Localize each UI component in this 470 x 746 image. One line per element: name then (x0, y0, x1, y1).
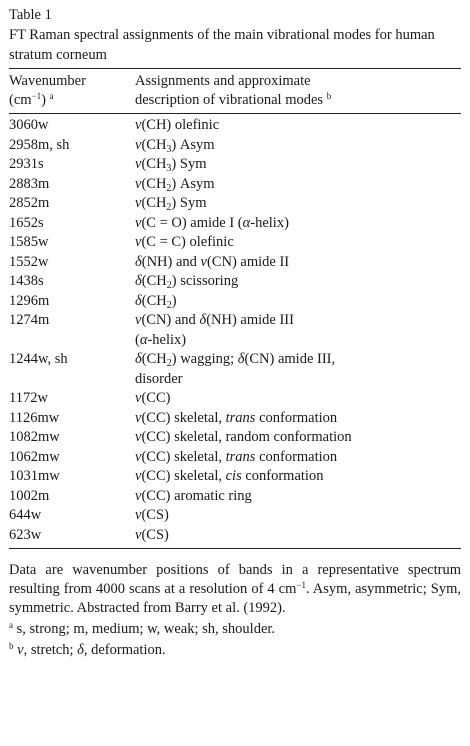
table-row (9, 428, 461, 448)
footnote-mark-b: b (326, 91, 332, 101)
table-caption: FT Raman spectral assignments of the main vibrational modes for human stratum corneum (9, 27, 435, 63)
table-row (9, 526, 461, 546)
assignment-cell: ν(CC) skeletal, cis conformation (135, 468, 324, 484)
assignment-cell: $\nu(CH_2)$ Sym (135, 195, 207, 213)
table-row (9, 214, 461, 234)
table-row (9, 506, 461, 526)
assignment-header-line1: Assignments and approximate (135, 73, 311, 89)
table-notes (9, 549, 461, 660)
wavenumber-cell: 1244w, sh (9, 351, 68, 367)
assignment-cell: $\delta(CH_2)$ wagging; δ(CN) amide III, disorder (135, 351, 336, 387)
wavenumber-cell: 1002m (9, 487, 50, 504)
assignment-cell: ν(CS) (135, 526, 169, 543)
table-row (9, 487, 461, 507)
assignment-cell: $\nu(CH_2)$ Asym (135, 175, 215, 194)
wavenumber-cell: 1062mw (9, 448, 60, 465)
wavenumber-cell: 1652s (9, 214, 44, 231)
table-document (9, 6, 461, 660)
table-row (9, 467, 461, 487)
wavenumber-cell: 1438s (9, 273, 44, 289)
wavenumber-cell: 2958m, sh (9, 136, 70, 153)
assignment-cell: ν(CN) and δ(NH) amide III (α-helix) (135, 312, 294, 348)
assignment-cell: ν(C = O) amide I (α-helix) (135, 214, 289, 231)
assignment-cell: ν(CC) (135, 390, 171, 406)
table-row (9, 272, 461, 292)
wavenumber-cell: 1082mw (9, 429, 60, 445)
wavenumber-cell: 1172w (9, 390, 48, 406)
wavenumber-cell: 1031mw (9, 468, 60, 484)
assignment-cell: $\delta(CH_2)$ (135, 292, 177, 311)
footnote-a-text: s, strong; m, medium; w, weak; sh, shoulder. (13, 621, 276, 637)
assignment-cell: $\nu(CH_3)$ Sym (135, 156, 207, 174)
wavenumber-cell: 644w (9, 507, 42, 523)
wavenumber-cell: 3060w (9, 117, 49, 133)
wavenumber-cell: 623w (9, 526, 42, 543)
wavenumber-header-line1: Wavenumber (9, 73, 86, 89)
table-row (9, 233, 461, 253)
table-row (9, 292, 461, 312)
table-row (9, 311, 461, 350)
assignment-header-text: description of vibrational modes (135, 92, 324, 108)
assignment-cell: ν(CH) olefinic (135, 117, 220, 133)
footnote-mark-a: a (49, 91, 54, 101)
wavenumber-cell: 1552w (9, 253, 49, 270)
table-row (9, 136, 461, 156)
assignment-cell: ν(CC) aromatic ring (135, 487, 252, 504)
table-header (9, 69, 461, 113)
wavenumber-cell: 1296m (9, 292, 50, 309)
unit-exponent: −1 (31, 91, 42, 101)
assignment-cell: ν(CC) skeletal, random conformation (135, 429, 352, 445)
wavenumber-cell: 1126mw (9, 409, 60, 426)
assignment-cell: ν(C = C) olefinic (135, 234, 234, 250)
assignment-header (135, 72, 461, 110)
wavenumber-header (9, 72, 135, 110)
footnote-a (9, 620, 461, 639)
assignment-cell: ν(CC) skeletal, trans conformation (135, 409, 338, 426)
unit-close: ) (41, 92, 46, 108)
table-row (9, 350, 461, 389)
table-row (9, 253, 461, 273)
assignment-cell: δ(NH) and ν(CN) amide II (135, 253, 290, 270)
wavenumber-cell: 2931s (9, 156, 44, 172)
assignment-cell: ν(CS) (135, 507, 169, 523)
wavenumber-header-line2 (9, 91, 135, 110)
table-row (9, 389, 461, 409)
wavenumber-cell: 2852m (9, 195, 50, 211)
footnote-b-mark: b (9, 641, 14, 651)
table-row (9, 155, 461, 175)
wavenumber-cell: 2883m (9, 175, 50, 192)
footnote-a-mark: a (9, 620, 13, 630)
footnote-b (9, 641, 461, 660)
table-row (9, 175, 461, 195)
wavenumber-cell: 1585w (9, 234, 49, 250)
wavenumber-cell: 1274m (9, 312, 50, 328)
footnote-b-text: ν, stretch; δ, deformation. (17, 642, 166, 658)
table-body (9, 114, 461, 548)
unit-open: (cm (9, 92, 32, 108)
table-label: Table 1 (9, 7, 52, 23)
assignment-header-line2 (135, 91, 461, 110)
assignment-cell: ν(CC) skeletal, trans conformation (135, 448, 338, 465)
notes-paragraph: Data are wavenumber positions of bands in a representative spectrum resulting from 4000 scans at a resolution of 4 $cm^{-1}$. Asym, asymmetric; Sym, symmetric. Abstracted from Barry et al. (1992). (9, 562, 461, 616)
table-row (9, 448, 461, 468)
table-row (9, 194, 461, 214)
table-row (9, 116, 461, 136)
assignment-cell: $\delta(CH_2)$ scissoring (135, 273, 239, 291)
table-row (9, 409, 461, 429)
assignment-cell: $\nu(CH_3)$ Asym (135, 136, 215, 155)
